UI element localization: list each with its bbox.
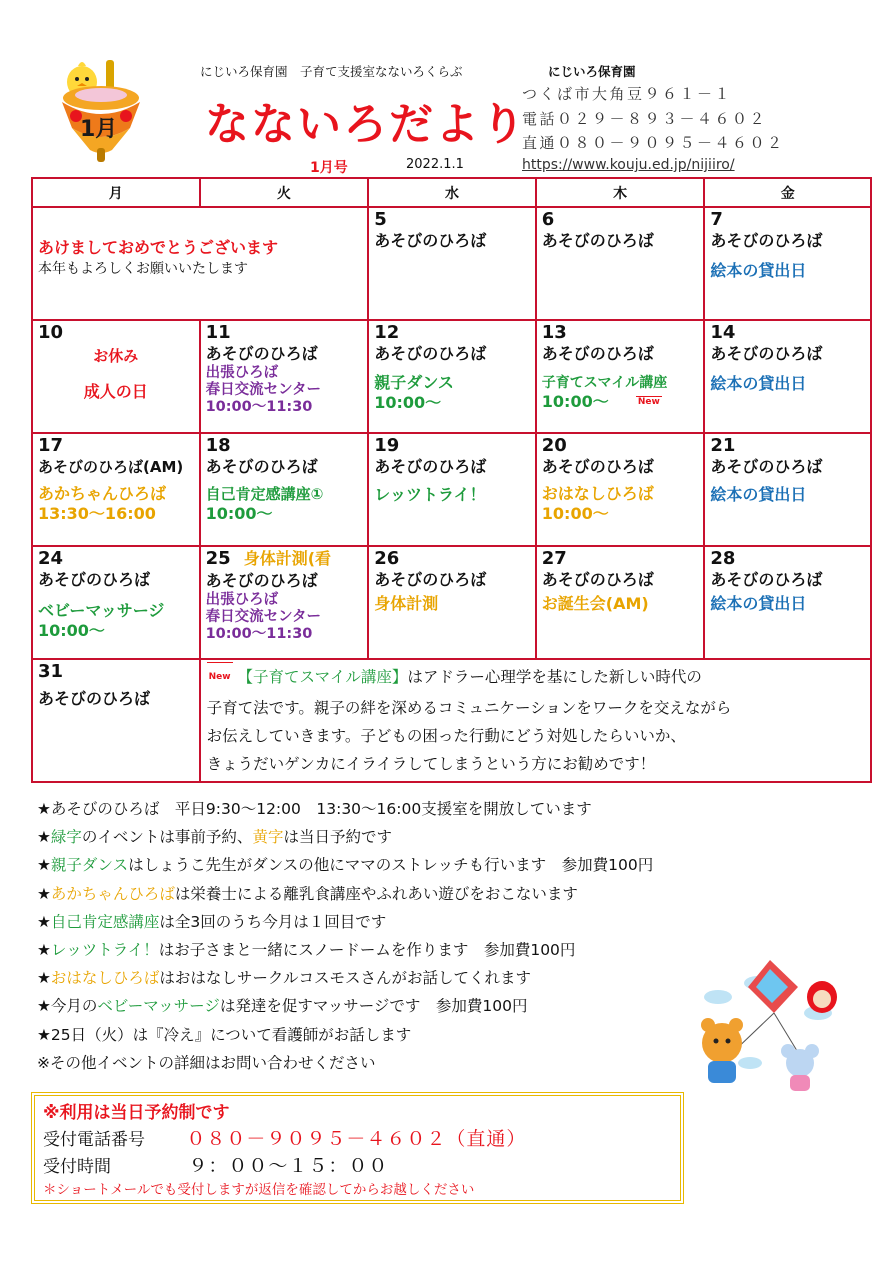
day-number: 5	[374, 209, 387, 230]
day-cell-14	[704, 320, 871, 433]
note-star: ★	[37, 856, 51, 875]
note-event-name: ベビーマッサージ	[97, 997, 220, 1016]
event-baby-hiroba: あかちゃんひろば	[38, 484, 167, 503]
event-birthday-party: お誕生会(AM)	[541, 594, 649, 613]
day-number: 7	[710, 209, 723, 230]
event-asobi: あそびのひろば	[205, 571, 318, 590]
event-asobi: あそびのひろば	[38, 689, 151, 708]
note-event-name: レッツトライ！	[50, 941, 159, 960]
new-year-subtext: 本年もよろしくお願いいたします	[38, 261, 248, 277]
event-book-lending: 絵本の貸出日	[710, 374, 807, 393]
event-smile-course: 子育てスマイル講座	[541, 375, 668, 391]
note-text: はしょうこ先生がダンスの他にママのストレッチも行います 参加費100円	[128, 856, 654, 875]
note-text: は全3回のうち今月は１回目です	[159, 912, 387, 931]
event-asobi: あそびのひろば	[710, 457, 823, 476]
event-asobi: あそびのひろば	[374, 457, 487, 476]
note-star: ★今月の	[37, 997, 98, 1016]
smile-course-line-4: きょうだいゲンカにイライラしてしまうという方にお勧めです！	[206, 755, 656, 773]
time-value: ９：００～１５：００	[188, 1155, 389, 1177]
day-number: 26	[374, 548, 400, 569]
new-badge-icon: New	[207, 662, 233, 691]
event-time: 10:00～	[541, 504, 609, 523]
event-asobi: あそびのひろば	[710, 231, 823, 250]
event-asobi: あそびのひろば	[710, 570, 823, 589]
day-number: 21	[710, 435, 736, 456]
day-cell-17	[32, 433, 200, 546]
day-cell-28	[704, 546, 871, 659]
day-cell-18	[200, 433, 369, 546]
day-cell-24	[32, 546, 200, 659]
address: つくば市大角豆９６１－１	[522, 85, 733, 103]
direct-phone: 直通０８０－９０９５－４６０２	[522, 134, 785, 152]
note-item	[37, 851, 653, 879]
note-star: ★	[37, 969, 51, 988]
event-asobi: あそびのひろば	[541, 344, 654, 363]
note-item	[37, 936, 653, 964]
event-outreach-place: 春日交流センター	[205, 382, 321, 398]
day-cell-5	[368, 207, 536, 320]
smile-course-description	[200, 659, 871, 782]
day-number: 12	[374, 322, 400, 343]
day-cell-25	[200, 546, 369, 659]
day-cell-20	[536, 433, 705, 546]
event-body-measure-tag: 身体計測(看	[243, 549, 332, 568]
note-event-name: 自己肯定感講座	[50, 912, 160, 931]
page-title: なないろだより	[205, 99, 527, 150]
day-number: 28	[710, 548, 736, 569]
new-year-greeting-cell	[32, 207, 368, 320]
calendar-week-3	[32, 433, 871, 546]
event-self-esteem-course: 自己肯定感講座①	[205, 485, 324, 503]
time-label: 受付時間	[43, 1157, 111, 1177]
website-link[interactable]: https://www.kouju.ed.jp/nijiiro/	[522, 157, 735, 173]
holiday-name: 成人の日	[83, 382, 148, 401]
smile-course-line-1: はアドラー心理学を基にした新しい時代の	[407, 668, 702, 686]
day-number: 31	[38, 661, 64, 682]
logo-month: 1月	[80, 117, 118, 142]
note-star: ★	[37, 828, 51, 847]
holiday-label: お休み	[93, 347, 139, 365]
day-cell-10	[32, 320, 200, 433]
event-asobi: あそびのひろば	[374, 344, 487, 363]
event-story-hiroba: おはなしひろば	[541, 484, 654, 503]
event-outreach-time: 10:00～11:30	[205, 399, 313, 415]
event-outreach: 出張ひろば	[205, 592, 279, 608]
event-asobi: あそびのひろば	[541, 457, 654, 476]
event-time: 10:00～	[541, 392, 609, 411]
event-asobi: あそびのひろば	[374, 570, 487, 589]
day-cell-11	[200, 320, 369, 433]
day-cell-31	[32, 659, 200, 782]
reservation-phone-row	[43, 1126, 672, 1153]
day-number: 19	[374, 435, 400, 456]
weekday-mon: 月	[32, 178, 200, 207]
note-event-name: 親子ダンス	[50, 856, 129, 875]
org-name-right: にじいろ保育園	[548, 64, 636, 79]
event-lets-try: レッツトライ！	[374, 485, 486, 504]
note-item	[37, 964, 653, 992]
weekday-header-row	[32, 178, 871, 207]
sms-note: ＊ショートメールでも受付しますが返信を確認してからお越しください	[43, 1182, 475, 1198]
issue-label: 1月号	[310, 160, 348, 176]
event-asobi: あそびのひろば	[205, 344, 318, 363]
event-asobi: あそびのひろば	[38, 570, 151, 589]
event-body-measure: 身体計測	[374, 594, 439, 613]
event-book-lending: 絵本の貸出日	[710, 485, 807, 504]
phone-value[interactable]: ０８０－９０９５－４６０２（直通）	[186, 1128, 527, 1150]
reservation-title: ※利用は当日予約制です	[43, 1103, 230, 1123]
event-asobi: あそびのひろば(AM)	[38, 458, 184, 476]
event-outreach: 出張ひろば	[205, 365, 279, 381]
phone: 電話０２９－８９３－４６０２	[522, 110, 768, 128]
day-number: 24	[38, 548, 64, 569]
spinning-top-chick-icon	[56, 58, 146, 166]
day-cell-19	[368, 433, 536, 546]
weekday-wed: 水	[368, 178, 536, 207]
notes-list	[37, 795, 653, 1077]
smile-course-line-3: お伝えしていきます。子どもの困った行動にどう対処したらいいか、	[206, 727, 686, 745]
day-number: 10	[38, 322, 64, 343]
calendar-week-2	[32, 320, 871, 433]
note-item: ※その他イベントの詳細はお問い合わせください	[37, 1053, 376, 1072]
note-star: ★	[37, 884, 51, 903]
kite-animals-illustration	[690, 955, 850, 1095]
issue-date: 2022.1.1	[406, 157, 464, 172]
day-cell-27	[536, 546, 705, 659]
event-time: 13:30～16:00	[38, 504, 156, 523]
new-year-greeting: あけましておめでとうございます	[38, 238, 279, 257]
calendar-week-5	[32, 659, 871, 782]
day-number: 18	[205, 435, 231, 456]
event-time: 10:00～	[205, 504, 273, 523]
reservation-box	[31, 1092, 684, 1204]
event-outreach-place: 春日交流センター	[205, 609, 321, 625]
weekday-thu: 木	[536, 178, 705, 207]
note-text: のイベントは事前予約、	[81, 828, 253, 847]
note-event-name: あかちゃんひろば	[50, 884, 175, 903]
note-item: ★あそびのひろば 平日9:30～12:00 13:30～16:00支援室を開放しています	[37, 800, 592, 818]
note-text: は発達を促すマッサージです 参加費100円	[219, 997, 528, 1016]
day-cell-6	[536, 207, 705, 320]
event-asobi: あそびのひろば	[541, 231, 654, 250]
day-number: 14	[710, 322, 736, 343]
note-text: は当日予約です	[283, 828, 392, 847]
note-item	[37, 880, 653, 908]
note-text: は栄養士による離乳食講座やふれあい遊びをおこないます	[174, 884, 578, 903]
day-cell-12	[368, 320, 536, 433]
day-number: 20	[541, 435, 567, 456]
event-book-lending: 絵本の貸出日	[710, 594, 807, 613]
event-asobi: あそびのひろば	[205, 457, 318, 476]
org-line: にじいろ保育園 子育て支援室なないろくらぶ	[200, 64, 463, 79]
note-yellow-word: 黄字	[252, 828, 284, 847]
calendar-table	[31, 177, 872, 783]
weekday-tue: 火	[200, 178, 369, 207]
calendar-week-1	[32, 207, 871, 320]
smile-course-line-2: 子育て法です。親子の絆を深めるコミュニケーションをワークを交えながら	[206, 699, 732, 717]
day-cell-21	[704, 433, 871, 546]
note-star: ★	[37, 912, 51, 931]
note-item	[37, 823, 653, 851]
note-item: ★25日（火）は『冷え』について看護師がお話します	[37, 1025, 412, 1044]
day-number: 6	[541, 209, 555, 230]
event-parent-child-dance: 親子ダンス	[374, 373, 454, 392]
new-badge-icon: New	[637, 397, 660, 407]
phone-label: 受付電話番号	[43, 1130, 145, 1150]
note-star: ★	[37, 941, 51, 960]
event-asobi: あそびのひろば	[541, 570, 654, 589]
event-time: 10:00～	[374, 393, 442, 412]
event-book-lending: 絵本の貸出日	[710, 261, 807, 280]
note-item	[37, 908, 653, 936]
event-baby-massage: ベビーマッサージ	[38, 601, 165, 620]
note-text: はお子さまと一緒にスノードームを作ります 参加費100円	[158, 941, 576, 960]
note-text: はおはなしサークルコスモスさんがお話してくれます	[159, 969, 531, 988]
event-time: 10:00～	[38, 621, 105, 640]
day-number: 25	[205, 548, 231, 569]
event-asobi: あそびのひろば	[710, 344, 823, 363]
note-item	[37, 992, 653, 1020]
event-asobi: あそびのひろば	[374, 231, 487, 250]
day-cell-13	[536, 320, 705, 433]
note-green-word: 緑字	[50, 828, 82, 847]
day-cell-26	[368, 546, 536, 659]
day-cell-7	[704, 207, 871, 320]
smile-course-title: 【子育てスマイル講座】	[237, 668, 408, 686]
day-number: 17	[38, 435, 64, 456]
calendar-week-4	[32, 546, 871, 659]
day-number: 11	[205, 322, 231, 343]
event-outreach-time: 10:00～11:30	[205, 626, 313, 642]
day-number: 13	[541, 322, 567, 343]
reservation-time-row	[43, 1153, 672, 1180]
weekday-fri: 金	[704, 178, 871, 207]
note-event-name: おはなしひろば	[50, 969, 160, 988]
day-number: 27	[541, 548, 567, 569]
